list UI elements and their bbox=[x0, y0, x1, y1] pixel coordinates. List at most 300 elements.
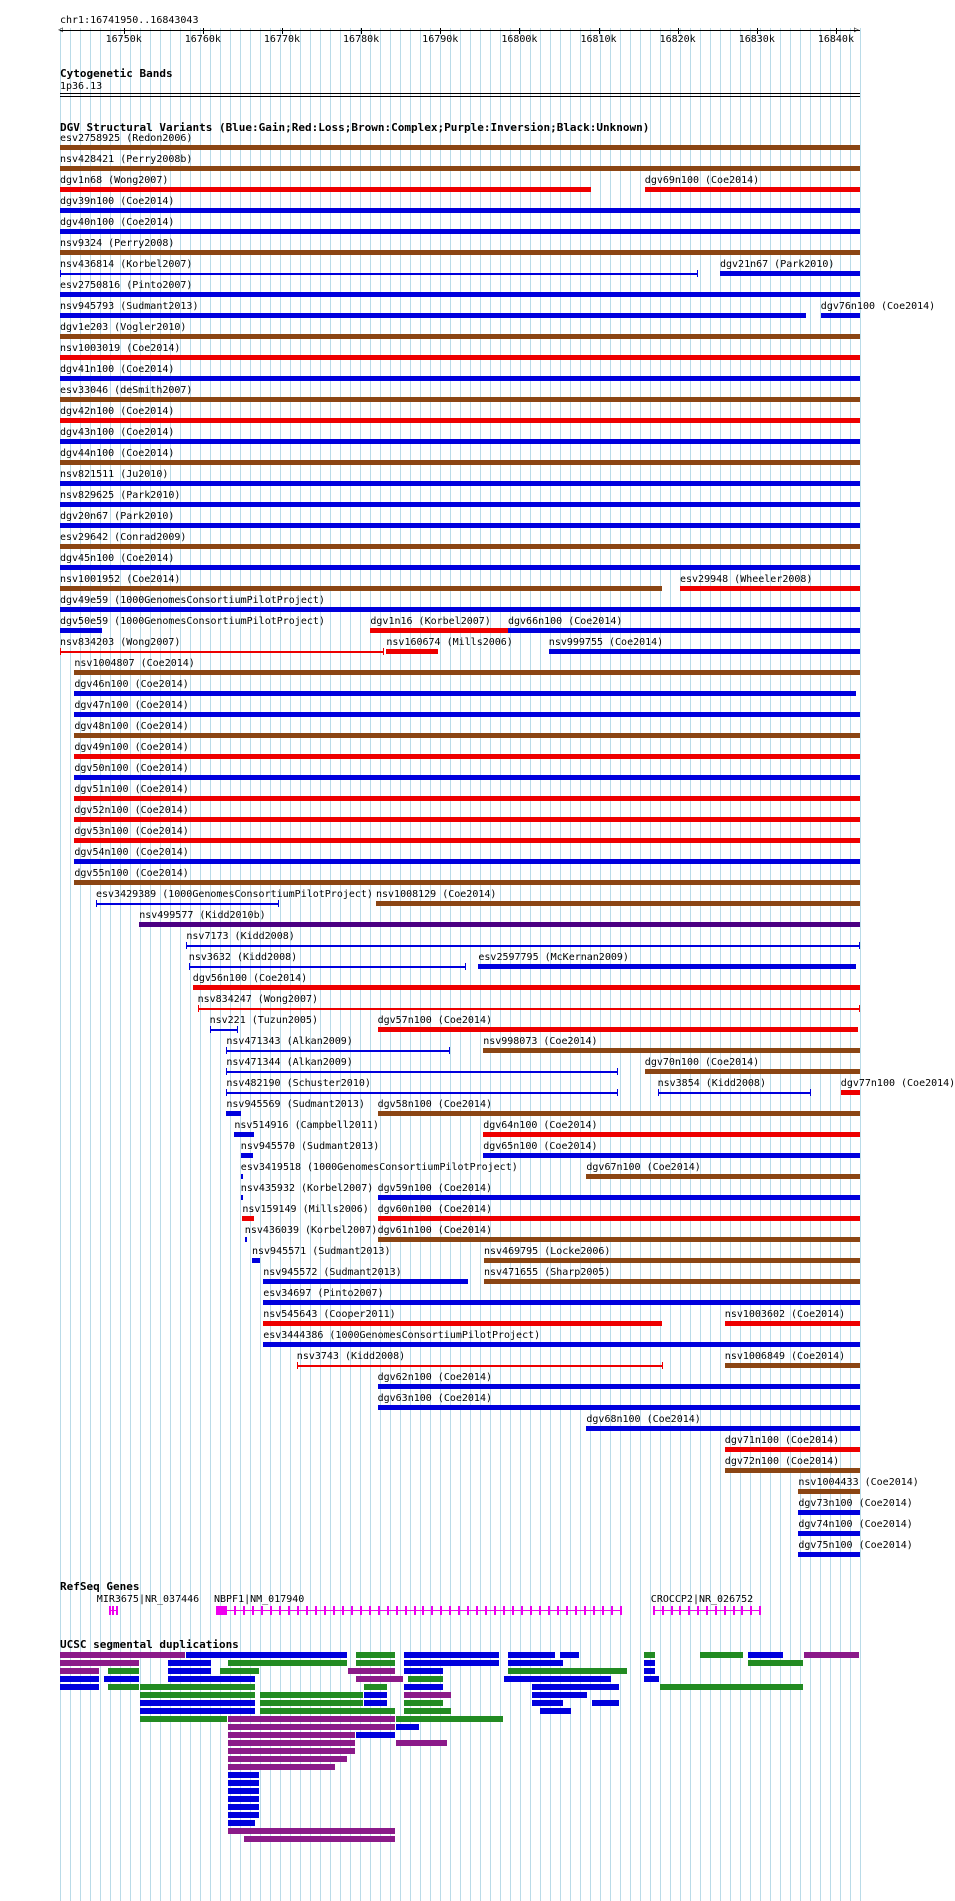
dgv-feature-label[interactable]: dgv65n100 (Coe2014) bbox=[483, 1141, 598, 1152]
dgv-feature-label[interactable]: nsv469795 (Locke2006) bbox=[484, 1246, 611, 1257]
dgv-feature-bar[interactable] bbox=[198, 1008, 860, 1010]
dgv-feature-bar[interactable] bbox=[241, 1195, 243, 1200]
dgv-feature-label[interactable]: dgv50e59 (1000GenomesConsortiumPilotProject) bbox=[60, 616, 325, 627]
dgv-feature-bar[interactable] bbox=[720, 271, 860, 276]
dgv-feature-label[interactable]: nsv945569 (Sudmant2013) bbox=[226, 1099, 365, 1110]
dgv-feature-bar[interactable] bbox=[263, 1300, 860, 1305]
dgv-feature-label[interactable]: nsv471343 (Alkan2009) bbox=[226, 1036, 353, 1047]
segdup-block[interactable] bbox=[356, 1732, 395, 1738]
refseq-exon bbox=[566, 1606, 568, 1615]
dgv-feature-label[interactable]: dgv1e203 (Vogler2010) bbox=[60, 322, 187, 333]
dgv-feature-label[interactable]: nsv1004433 (Coe2014) bbox=[798, 1477, 919, 1488]
cytoband-line-2 bbox=[60, 96, 860, 97]
dgv-feature-bar[interactable] bbox=[725, 1321, 860, 1326]
dgv-feature-label[interactable]: nsv221 (Tuzun2005) bbox=[209, 1015, 318, 1026]
dgv-feature-bar[interactable] bbox=[60, 145, 860, 150]
dgv-feature-bar[interactable] bbox=[60, 229, 860, 234]
segdup-block[interactable] bbox=[700, 1652, 743, 1658]
dgv-feature-bar[interactable] bbox=[378, 1405, 860, 1410]
refseq-gene-line[interactable] bbox=[216, 1610, 620, 1611]
dgv-feature-label[interactable]: nsv435932 (Korbel2007) bbox=[240, 1183, 374, 1194]
segdup-block[interactable] bbox=[396, 1724, 419, 1730]
dgv-feature-label[interactable]: dgv1n16 (Korbel2007) bbox=[370, 616, 491, 627]
dgv-feature-bar[interactable] bbox=[378, 1195, 860, 1200]
refseq-exon bbox=[369, 1606, 371, 1615]
right-arrow-icon[interactable]: ▷ bbox=[854, 25, 859, 34]
dgv-feature-bar[interactable] bbox=[60, 651, 384, 653]
dgv-feature-bar[interactable] bbox=[263, 1342, 860, 1347]
segdup-block[interactable] bbox=[404, 1668, 443, 1674]
segdup-block[interactable] bbox=[532, 1692, 587, 1698]
dgv-feature-bar[interactable] bbox=[60, 628, 102, 633]
dgv-feature-label[interactable]: dgv21n67 (Park2010) bbox=[720, 259, 835, 270]
dgv-feature-label[interactable]: nsv1003602 (Coe2014) bbox=[724, 1309, 846, 1320]
segdup-block[interactable] bbox=[186, 1652, 347, 1658]
segdup-block[interactable] bbox=[592, 1700, 619, 1706]
dgv-feature-bar[interactable] bbox=[242, 1216, 254, 1221]
dgv-feature-bar[interactable] bbox=[60, 586, 662, 591]
refseq-exon bbox=[724, 1606, 726, 1615]
segdup-block[interactable] bbox=[356, 1660, 395, 1666]
dgv-feature-label[interactable]: nsv499577 (Kidd2010b) bbox=[139, 910, 266, 921]
segdup-block[interactable] bbox=[228, 1828, 395, 1834]
segdup-block[interactable] bbox=[644, 1668, 655, 1674]
dgv-feature-bar[interactable] bbox=[210, 1029, 238, 1031]
refseq-exon bbox=[620, 1606, 622, 1615]
segdup-block[interactable] bbox=[356, 1652, 395, 1658]
dgv-feature-label[interactable]: nsv482190 (Schuster2010) bbox=[226, 1078, 371, 1089]
segdup-block[interactable] bbox=[748, 1652, 783, 1658]
dgv-feature-label[interactable]: dgv50n100 (Coe2014) bbox=[74, 763, 189, 774]
dgv-feature-bar[interactable] bbox=[74, 691, 856, 696]
dgv-feature-bar[interactable] bbox=[376, 901, 860, 906]
dgv-feature-cap bbox=[226, 1068, 227, 1075]
dgv-feature-cap bbox=[189, 963, 190, 970]
dgv-feature-bar[interactable] bbox=[60, 166, 860, 171]
segdup-block[interactable] bbox=[364, 1700, 387, 1706]
segdup-block[interactable] bbox=[364, 1692, 387, 1698]
dgv-feature-bar[interactable] bbox=[378, 1237, 860, 1242]
dgv-feature-label[interactable]: dgv47n100 (Coe2014) bbox=[74, 700, 189, 711]
dgv-feature-bar[interactable] bbox=[378, 1216, 860, 1221]
dgv-feature-bar[interactable] bbox=[645, 187, 860, 192]
dgv-feature-bar[interactable] bbox=[74, 838, 860, 843]
dgv-feature-bar[interactable] bbox=[60, 523, 860, 528]
refseq-gene-label[interactable]: CROCCP2|NR_026752 bbox=[650, 1594, 754, 1605]
dgv-feature-label[interactable]: dgv63n100 (Coe2014) bbox=[377, 1393, 492, 1404]
dgv-feature-label[interactable]: nsv3743 (Kidd2008) bbox=[296, 1351, 406, 1362]
dgv-feature-label[interactable]: dgv52n100 (Coe2014) bbox=[74, 805, 189, 816]
dgv-feature-label[interactable]: dgv61n100 (Coe2014) bbox=[377, 1225, 492, 1236]
dgv-feature-label[interactable]: nsv1006849 (Coe2014) bbox=[724, 1351, 846, 1362]
segdup-block[interactable] bbox=[260, 1700, 363, 1706]
dgv-feature-label[interactable]: esv29948 (Wheeler2008) bbox=[680, 574, 813, 585]
dgv-feature-label[interactable]: nsv545643 (Cooper2011) bbox=[263, 1309, 396, 1320]
dgv-feature-label[interactable]: nsv945571 (Sudmant2013) bbox=[252, 1246, 391, 1257]
segdup-block[interactable] bbox=[108, 1684, 139, 1690]
segdup-block[interactable] bbox=[220, 1668, 259, 1674]
refseq-gene-label[interactable]: NBPF1|NM_017940 bbox=[214, 1594, 305, 1605]
dgv-feature-bar[interactable] bbox=[478, 964, 856, 969]
dgv-feature-label[interactable]: nsv999755 (Coe2014) bbox=[548, 637, 664, 648]
segdup-block[interactable] bbox=[228, 1796, 259, 1802]
dgv-feature-label[interactable]: esv2750816 (Pinto2007) bbox=[60, 280, 193, 291]
dgv-feature-bar[interactable] bbox=[60, 355, 860, 360]
segdup-block[interactable] bbox=[228, 1812, 259, 1818]
segdup-block[interactable] bbox=[140, 1692, 255, 1698]
refseq-exon bbox=[422, 1606, 424, 1615]
segdup-block[interactable] bbox=[532, 1700, 563, 1706]
dgv-feature-label[interactable]: nsv160674 (Mills2006) bbox=[386, 637, 513, 648]
dgv-feature-cap bbox=[278, 900, 279, 907]
refseq-exon bbox=[279, 1606, 281, 1615]
refseq-exon bbox=[697, 1606, 699, 1615]
segdup-block[interactable] bbox=[260, 1708, 395, 1714]
segdup-block[interactable] bbox=[228, 1820, 255, 1826]
dgv-feature-bar[interactable] bbox=[60, 250, 860, 255]
dgv-feature-label[interactable]: dgv67n100 (Coe2014) bbox=[586, 1162, 701, 1173]
segdup-block[interactable] bbox=[228, 1724, 395, 1730]
dgv-feature-label[interactable]: nsv1008129 (Coe2014) bbox=[376, 889, 497, 900]
segdup-block[interactable] bbox=[408, 1676, 443, 1682]
dgv-feature-label[interactable]: nsv1003019 (Coe2014) bbox=[60, 343, 181, 354]
dgv-feature-bar[interactable] bbox=[241, 1174, 243, 1179]
dgv-feature-label[interactable]: dgv68n100 (Coe2014) bbox=[586, 1414, 701, 1425]
ruler-tick-label: 16840k bbox=[817, 34, 854, 45]
segdup-block[interactable] bbox=[404, 1700, 443, 1706]
dgv-feature-label[interactable]: dgv45n100 (Coe2014) bbox=[60, 553, 175, 564]
dgv-feature-bar[interactable] bbox=[74, 796, 860, 801]
dgv-feature-label[interactable]: nsv7173 (Kidd2008) bbox=[186, 931, 295, 942]
segdup-block[interactable] bbox=[560, 1652, 579, 1658]
ruler-tick-label: 16750k bbox=[105, 34, 142, 45]
dgv-feature-label[interactable]: dgv58n100 (Coe2014) bbox=[377, 1099, 492, 1110]
dgv-feature-bar[interactable] bbox=[680, 586, 860, 591]
dgv-feature-bar[interactable] bbox=[74, 817, 860, 822]
dgv-feature-label[interactable]: esv29642 (Conrad2009) bbox=[60, 532, 187, 543]
dgv-feature-bar[interactable] bbox=[483, 1048, 860, 1053]
dgv-feature-bar[interactable] bbox=[645, 1069, 860, 1074]
segdup-block[interactable] bbox=[396, 1716, 503, 1722]
dgv-feature-bar[interactable] bbox=[386, 649, 437, 654]
refseq-gene-label[interactable]: MIR3675|NR_037446 bbox=[96, 1594, 200, 1605]
locus-label: chr1:16741950..16843043 bbox=[60, 15, 199, 26]
dgv-feature-label[interactable]: nsv514916 (Campbell2011) bbox=[234, 1120, 379, 1131]
dgv-feature-bar[interactable] bbox=[226, 1071, 617, 1073]
dgv-feature-bar[interactable] bbox=[60, 565, 860, 570]
dgv-feature-label[interactable]: dgv75n100 (Coe2014) bbox=[798, 1540, 913, 1551]
dgv-feature-cap bbox=[658, 1089, 659, 1096]
segdup-block[interactable] bbox=[228, 1748, 355, 1754]
dgv-feature-label[interactable]: nsv834203 (Wong2007) bbox=[60, 637, 181, 648]
segdup-block[interactable] bbox=[60, 1668, 99, 1674]
dgv-feature-bar[interactable] bbox=[297, 1365, 663, 1367]
segdup-block[interactable] bbox=[168, 1660, 211, 1666]
segdup-block[interactable] bbox=[404, 1684, 443, 1690]
dgv-feature-label[interactable]: esv33046 (deSmith2007) bbox=[60, 385, 193, 396]
refseq-track-title[interactable]: RefSeq Genes bbox=[60, 1580, 140, 1593]
dgv-feature-label[interactable]: nsv9324 (Perry2008) bbox=[60, 238, 175, 249]
dgv-feature-label[interactable]: nsv436039 (Korbel2007) bbox=[244, 1225, 378, 1236]
dgv-feature-label[interactable]: esv3419518 (1000GenomesConsortiumPilotProject) bbox=[240, 1162, 518, 1173]
segdup-block[interactable] bbox=[140, 1700, 255, 1706]
segdup-block[interactable] bbox=[60, 1676, 99, 1682]
dgv-feature-label[interactable]: dgv64n100 (Coe2014) bbox=[483, 1120, 598, 1131]
segdup-block[interactable] bbox=[228, 1660, 347, 1666]
dgv-feature-label[interactable]: dgv69n100 (Coe2014) bbox=[644, 175, 760, 186]
segdup-block[interactable] bbox=[644, 1652, 655, 1658]
segdup-block[interactable] bbox=[228, 1716, 395, 1722]
dgv-feature-bar[interactable] bbox=[483, 1132, 860, 1137]
ruler-line bbox=[60, 30, 860, 31]
dgv-feature-label[interactable]: nsv945570 (Sudmant2013) bbox=[240, 1141, 380, 1152]
dgv-feature-label[interactable]: dgv46n100 (Coe2014) bbox=[74, 679, 189, 690]
dgv-feature-label[interactable]: dgv74n100 (Coe2014) bbox=[798, 1519, 913, 1530]
dgv-feature-label[interactable]: nsv3854 (Kidd2008) bbox=[657, 1078, 766, 1089]
segdup-block[interactable] bbox=[140, 1708, 255, 1714]
dgv-feature-bar[interactable] bbox=[60, 460, 860, 465]
segdup-block[interactable] bbox=[104, 1676, 139, 1682]
segdup-block[interactable] bbox=[508, 1652, 555, 1658]
dgv-feature-bar[interactable] bbox=[189, 966, 466, 968]
dgv-feature-bar[interactable] bbox=[226, 1111, 240, 1116]
dgv-track-title[interactable]: DGV Structural Variants (Blue:Gain;Red:Loss;Brown:Complex;Purple:Inversion;Black:Unknown) bbox=[60, 121, 650, 134]
segdup-block[interactable] bbox=[508, 1668, 627, 1674]
refseq-exon bbox=[234, 1606, 236, 1615]
dgv-feature-bar[interactable] bbox=[798, 1552, 860, 1557]
dgv-feature-bar[interactable] bbox=[725, 1363, 860, 1368]
dgv-feature-bar[interactable] bbox=[60, 334, 860, 339]
dgv-feature-label[interactable]: esv2758925 (Redon2006) bbox=[60, 133, 193, 144]
dgv-feature-label[interactable]: esv34697 (Pinto2007) bbox=[263, 1288, 384, 1299]
dgv-feature-bar[interactable] bbox=[226, 1050, 450, 1052]
dgv-feature-bar[interactable] bbox=[483, 1153, 860, 1158]
dgv-feature-bar[interactable] bbox=[234, 1132, 254, 1137]
dgv-feature-bar[interactable] bbox=[74, 859, 860, 864]
dgv-feature-label[interactable]: dgv71n100 (Coe2014) bbox=[724, 1435, 840, 1446]
dgv-feature-bar[interactable] bbox=[798, 1489, 860, 1494]
dgv-feature-bar[interactable] bbox=[841, 1090, 860, 1095]
segdup-block[interactable] bbox=[508, 1660, 563, 1666]
segdup-block[interactable] bbox=[644, 1660, 655, 1666]
dgv-feature-bar[interactable] bbox=[193, 985, 860, 990]
segdup-block[interactable] bbox=[60, 1684, 99, 1690]
dgv-feature-label[interactable]: nsv471655 (Sharp2005) bbox=[484, 1267, 611, 1278]
segdup-block[interactable] bbox=[228, 1780, 259, 1786]
dgv-feature-label[interactable]: dgv59n100 (Coe2014) bbox=[377, 1183, 492, 1194]
ruler-tick-label: 16760k bbox=[184, 34, 221, 45]
refseq-exon bbox=[252, 1606, 254, 1615]
dgv-feature-bar[interactable] bbox=[586, 1426, 860, 1431]
dgv-feature-label[interactable]: nsv1004807 (Coe2014) bbox=[74, 658, 195, 669]
segdup-block[interactable] bbox=[140, 1716, 227, 1722]
dgv-feature-bar[interactable] bbox=[60, 544, 860, 549]
segdup-block[interactable] bbox=[140, 1684, 255, 1690]
dgv-feature-label[interactable]: nsv159149 (Mills2006) bbox=[242, 1204, 369, 1215]
dgv-feature-bar[interactable] bbox=[139, 922, 860, 927]
refseq-exon bbox=[602, 1606, 604, 1615]
segdup-block[interactable] bbox=[804, 1652, 859, 1658]
segdup-block[interactable] bbox=[748, 1660, 803, 1666]
dgv-feature-bar[interactable] bbox=[725, 1447, 860, 1452]
dgv-feature-bar[interactable] bbox=[484, 1279, 860, 1284]
segdup-block[interactable] bbox=[532, 1684, 619, 1690]
dgv-feature-bar[interactable] bbox=[74, 712, 860, 717]
dgv-feature-bar[interactable] bbox=[798, 1510, 860, 1515]
dgv-feature-bar[interactable] bbox=[60, 607, 860, 612]
segdup-block[interactable] bbox=[228, 1788, 259, 1794]
dgv-feature-bar[interactable] bbox=[60, 439, 860, 444]
dgv-feature-bar[interactable] bbox=[263, 1279, 468, 1284]
dgv-feature-bar[interactable] bbox=[263, 1321, 661, 1326]
dgv-feature-bar[interactable] bbox=[60, 187, 591, 192]
dgv-feature-bar[interactable] bbox=[658, 1092, 812, 1094]
segdup-block[interactable] bbox=[228, 1772, 259, 1778]
dgv-feature-label[interactable]: dgv73n100 (Coe2014) bbox=[798, 1498, 913, 1509]
dgv-feature-bar[interactable] bbox=[60, 376, 860, 381]
dgv-feature-label[interactable]: dgv49n100 (Coe2014) bbox=[74, 742, 189, 753]
segdup-track-title[interactable]: UCSC segmental duplications bbox=[60, 1638, 239, 1651]
dgv-feature-label[interactable]: esv3429389 (1000GenomesConsortiumPilotProject) bbox=[96, 889, 373, 900]
dgv-feature-bar[interactable] bbox=[798, 1531, 860, 1536]
segdup-block[interactable] bbox=[260, 1692, 363, 1698]
dgv-feature-bar[interactable] bbox=[245, 1237, 247, 1242]
dgv-feature-label[interactable]: dgv55n100 (Coe2014) bbox=[74, 868, 189, 879]
dgv-feature-bar[interactable] bbox=[241, 1153, 253, 1158]
dgv-feature-label[interactable]: dgv43n100 (Coe2014) bbox=[60, 427, 175, 438]
dgv-feature-bar[interactable] bbox=[226, 1092, 617, 1094]
dgv-feature-bar[interactable] bbox=[725, 1468, 860, 1473]
dgv-feature-label[interactable]: esv2597795 (McKernan2009) bbox=[478, 952, 629, 963]
dgv-feature-bar[interactable] bbox=[74, 775, 860, 780]
left-arrow-icon[interactable]: ◁ bbox=[58, 25, 63, 34]
ruler-tick-label: 16800k bbox=[501, 34, 538, 45]
dgv-feature-bar[interactable] bbox=[252, 1258, 260, 1263]
segdup-block[interactable] bbox=[540, 1708, 571, 1714]
segdup-block[interactable] bbox=[404, 1652, 499, 1658]
dgv-feature-label[interactable]: nsv834247 (Wong2007) bbox=[197, 994, 319, 1005]
dgv-feature-bar[interactable] bbox=[378, 1384, 860, 1389]
segdup-block[interactable] bbox=[660, 1684, 803, 1690]
dgv-feature-label[interactable]: dgv1n68 (Wong2007) bbox=[60, 175, 169, 186]
segdup-block[interactable] bbox=[228, 1740, 355, 1746]
dgv-feature-bar[interactable] bbox=[60, 208, 860, 213]
dgv-feature-label[interactable]: dgv66n100 (Coe2014) bbox=[508, 616, 623, 627]
dgv-feature-bar[interactable] bbox=[60, 481, 860, 486]
segdup-block[interactable] bbox=[168, 1676, 255, 1682]
segdup-block[interactable] bbox=[404, 1708, 451, 1714]
dgv-feature-label[interactable]: nsv436814 (Korbel2007) bbox=[60, 259, 193, 270]
dgv-feature-label[interactable]: nsv945572 (Sudmant2013) bbox=[263, 1267, 402, 1278]
dgv-feature-bar[interactable] bbox=[74, 670, 860, 675]
dgv-feature-cap bbox=[859, 942, 860, 949]
dgv-feature-label[interactable]: nsv1001952 (Coe2014) bbox=[60, 574, 181, 585]
dgv-feature-bar[interactable] bbox=[60, 313, 806, 318]
refseq-exon bbox=[261, 1606, 263, 1615]
dgv-feature-bar[interactable] bbox=[821, 313, 860, 318]
dgv-feature-label[interactable]: dgv20n67 (Park2010) bbox=[60, 511, 175, 522]
dgv-feature-bar[interactable] bbox=[74, 733, 860, 738]
dgv-feature-label[interactable]: nsv998073 (Coe2014) bbox=[483, 1036, 598, 1047]
cytoband-track-title[interactable]: Cytogenetic Bands bbox=[60, 67, 173, 80]
segdup-block[interactable] bbox=[644, 1676, 659, 1682]
dgv-feature-label[interactable]: dgv39n100 (Coe2014) bbox=[60, 196, 175, 207]
dgv-feature-label[interactable]: dgv54n100 (Coe2014) bbox=[74, 847, 189, 858]
dgv-feature-label[interactable]: nsv471344 (Alkan2009) bbox=[226, 1057, 353, 1068]
dgv-feature-label[interactable]: nsv3632 (Kidd2008) bbox=[188, 952, 298, 963]
refseq-exon bbox=[593, 1606, 595, 1615]
segdup-block[interactable] bbox=[60, 1652, 185, 1658]
dgv-feature-label[interactable]: dgv60n100 (Coe2014) bbox=[377, 1204, 492, 1215]
dgv-feature-bar[interactable] bbox=[60, 418, 860, 423]
dgv-feature-label[interactable]: dgv41n100 (Coe2014) bbox=[60, 364, 175, 375]
dgv-feature-label[interactable]: dgv42n100 (Coe2014) bbox=[60, 406, 175, 417]
segdup-block[interactable] bbox=[404, 1692, 451, 1698]
segdup-block[interactable] bbox=[60, 1660, 139, 1666]
dgv-feature-bar[interactable] bbox=[60, 292, 860, 297]
dgv-feature-label[interactable]: dgv57n100 (Coe2014) bbox=[377, 1015, 492, 1026]
dgv-feature-bar[interactable] bbox=[60, 502, 860, 507]
dgv-feature-bar[interactable] bbox=[74, 880, 860, 885]
dgv-feature-label[interactable]: dgv62n100 (Coe2014) bbox=[377, 1372, 492, 1383]
dgv-feature-bar[interactable] bbox=[378, 1111, 860, 1116]
segdup-block[interactable] bbox=[244, 1836, 395, 1842]
dgv-feature-label[interactable]: nsv945793 (Sudmant2013) bbox=[60, 301, 199, 312]
dgv-feature-label[interactable]: dgv51n100 (Coe2014) bbox=[74, 784, 189, 795]
refseq-exon bbox=[440, 1606, 442, 1615]
segdup-block[interactable] bbox=[228, 1756, 347, 1762]
dgv-feature-label[interactable]: dgv72n100 (Coe2014) bbox=[724, 1456, 840, 1467]
segdup-block[interactable] bbox=[364, 1684, 387, 1690]
segdup-block[interactable] bbox=[228, 1764, 335, 1770]
dgv-feature-bar[interactable] bbox=[60, 273, 698, 275]
dgv-feature-label[interactable]: dgv48n100 (Coe2014) bbox=[74, 721, 189, 732]
segdup-block[interactable] bbox=[356, 1676, 403, 1682]
dgv-feature-label[interactable]: dgv53n100 (Coe2014) bbox=[74, 826, 189, 837]
dgv-feature-label[interactable]: dgv44n100 (Coe2014) bbox=[60, 448, 175, 459]
dgv-feature-bar[interactable] bbox=[74, 754, 860, 759]
segdup-block[interactable] bbox=[168, 1668, 211, 1674]
dgv-feature-label[interactable]: esv3444386 (1000GenomesConsortiumPilotProject) bbox=[263, 1330, 541, 1341]
dgv-feature-label[interactable]: dgv40n100 (Coe2014) bbox=[60, 217, 175, 228]
dgv-feature-cap bbox=[60, 270, 61, 277]
dgv-feature-bar[interactable] bbox=[186, 945, 860, 947]
dgv-feature-bar[interactable] bbox=[96, 903, 279, 905]
dgv-feature-label[interactable]: dgv56n100 (Coe2014) bbox=[192, 973, 308, 984]
segdup-block[interactable] bbox=[228, 1732, 355, 1738]
dgv-feature-bar[interactable] bbox=[60, 397, 860, 402]
dgv-feature-label[interactable]: dgv49e59 (1000GenomesConsortiumPilotProject) bbox=[60, 595, 325, 606]
dgv-feature-label[interactable]: nsv821511 (Ju2010) bbox=[60, 469, 169, 480]
dgv-feature-bar[interactable] bbox=[378, 1027, 858, 1032]
segdup-block[interactable] bbox=[228, 1804, 259, 1810]
segdup-block[interactable] bbox=[396, 1740, 447, 1746]
dgv-feature-bar[interactable] bbox=[508, 628, 860, 633]
dgv-feature-label[interactable]: dgv70n100 (Coe2014) bbox=[644, 1057, 760, 1068]
segdup-block[interactable] bbox=[504, 1676, 611, 1682]
segdup-block[interactable] bbox=[348, 1668, 395, 1674]
segdup-block[interactable] bbox=[404, 1660, 499, 1666]
refseq-exon bbox=[360, 1606, 362, 1615]
dgv-feature-label[interactable]: dgv76n100 (Coe2014) bbox=[820, 301, 936, 312]
dgv-feature-label[interactable]: nsv829625 (Park2010) bbox=[60, 490, 181, 501]
dgv-feature-bar[interactable] bbox=[549, 649, 860, 654]
dgv-feature-bar[interactable] bbox=[484, 1258, 860, 1263]
dgv-feature-bar[interactable] bbox=[586, 1174, 860, 1179]
dgv-feature-label[interactable]: nsv428421 (Perry2008b) bbox=[60, 154, 193, 165]
dgv-feature-label[interactable]: dgv77n100 (Coe2014) bbox=[840, 1078, 955, 1089]
segdup-block[interactable] bbox=[108, 1668, 139, 1674]
